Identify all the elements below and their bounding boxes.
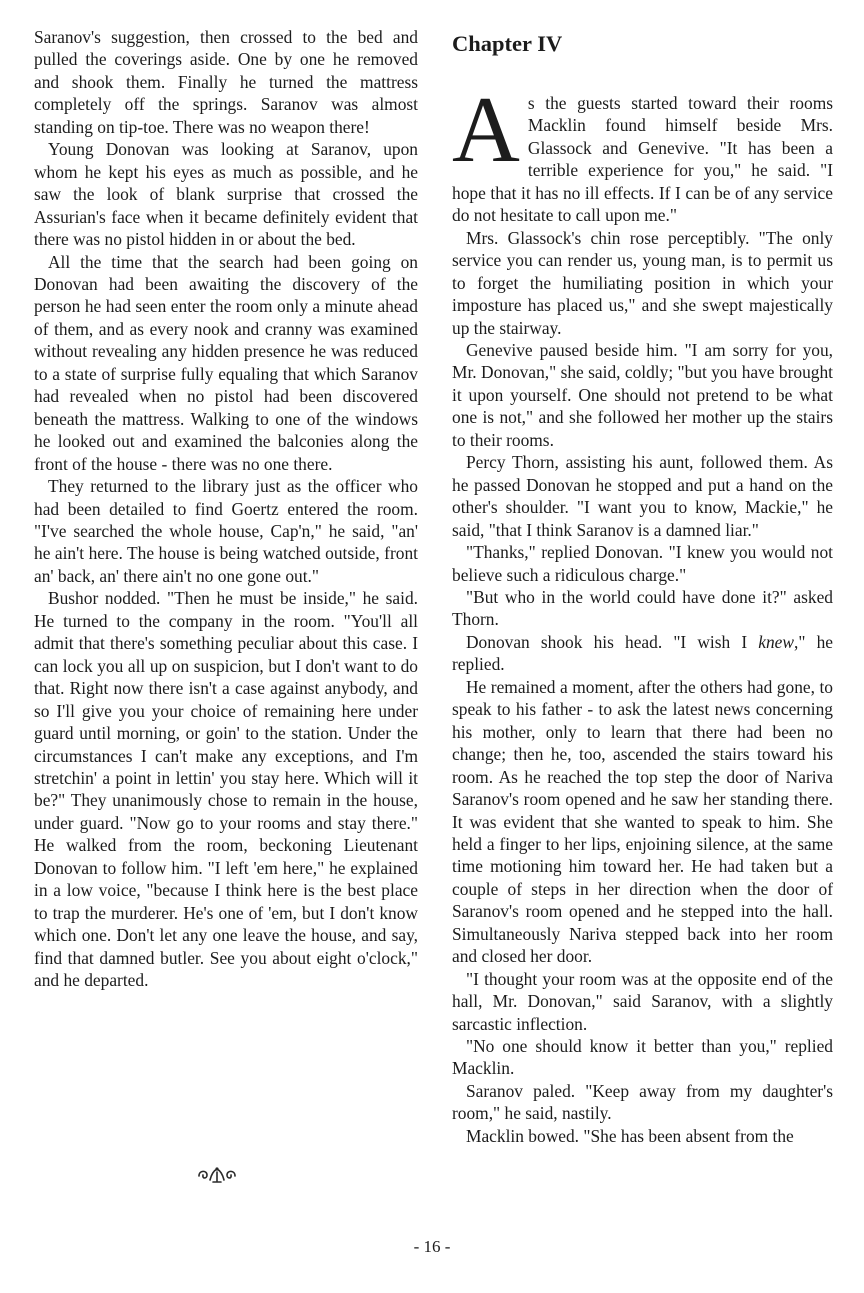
paragraph: He remained a moment, after the others had gone, to speak to his father - to ask the latest news concerning his mother, only to learn that there had been no change; then he, too, ascended the stairs toward his room. As he reached the top step the door of Nariva Saranov's room opened and he saw her standing there. It was evident that she wanted to speak to him. She held a finger to her lips, enjoining silence, at the same time motioning him toward her. He had taken but a couple of steps in her direction when the door of Saranov's room opened and he stepped into the hall. Simultaneously Nariva stepped back into her room and closed her door.	[452, 676, 833, 967]
emphasis-text: knew	[758, 631, 794, 652]
right-column	[452, 29, 833, 1147]
paragraph: "No one should know it better than you," replied Macklin.	[452, 1036, 833, 1079]
paragraph: Genevive paused beside him. "I am sorry for you, Mr. Donovan," she said, coldly; "but you have brought it upon yourself. One should not pretend to be what one is not," and she followed her mother up the stairs to their rooms.	[452, 339, 833, 450]
text-run: ," he replied.	[452, 631, 833, 675]
paragraph: They returned to the library just as the officer who had been detailed to find Goertz entered the room. "I've searched the whole house, Cap'n," he said, "an' he ain't here. The house is being watched outside, front an' back, an' there ain't no one gone out."	[34, 476, 418, 586]
paragraph: Percy Thorn, assisting his aunt, followed them. As he passed Donovan he stopped and put a hand on the other's shoulder. "I want you to know, Mackie," he said, "that I think Saranov is a damned liar."	[452, 452, 833, 540]
paragraph: "I thought your room was at the opposite end of the hall, Mr. Donovan," said Saranov, with a slightly sarcastic inflection.	[452, 968, 833, 1034]
opening-paragraph-text: s the guests started toward their rooms Macklin found himself beside Mrs. Glassock and Genevive. "It has been a terrible experience for you," he said. "I hope that it has no ill effects. If I can be of any service do not hesitate to call upon me."	[452, 93, 833, 226]
fleuron-ornament-icon	[195, 1166, 239, 1186]
paragraph: Mrs. Glassock's chin rose perceptibly. "The only service you can render us, young man, is to permit us to forget the humiliating position in which your imposture has placed us," and she swept majestically up the stairway.	[452, 227, 833, 338]
paragraph: Saranov's suggestion, then crossed to the bed and pulled the coverings aside. One by one he removed and shook them. Finally he turned the mattress completely off the springs. Saranov was almost standing on tip-toe. There was no weapon there!	[34, 27, 418, 137]
paragraph: Young Donovan was looking at Saranov, upon whom he kept his eyes as much as possible, and he saw the look of blank surprise that crossed the Assurian's face when it became definitely evident that there was no pistol hidden in or about the bed.	[34, 139, 418, 250]
paragraph: All the time that the search had been going on Donovan had been awaiting the discovery of the person he had seen enter the room only a minute ahead of them, and as every nook and cranny was examined without revealing any hidden presence he was reduced to a state of surprise fully equaling that which Saranov had revealed when no pistol had been discovered beneath the mattress. Walking to one of the windows he looked out and examined the balconies along the front of the house - there was no one there.	[34, 251, 418, 474]
paragraph	[452, 631, 833, 676]
paragraph: Bushor nodded. "Then he must be inside," he said. He turned to the company in the room. "You'll all admit that there's something peculiar about this case. I can lock you all up on suspicion, but I don't want to do that. Right now there isn't a case against anybody, and so I'll give you your choice of remaining here under guard until morning, or goin' to the station. Under the circumstances I can't make any exceptions, and I'm stretchin' a point in lettin' you stay here. Which will it be?" They unanimously chose to remain in the house, under guard. "Now go to your rooms and stay there." He walked from the room, beckoning Lieutenant Donovan to follow him. "I left 'em here," he explained in a low voice, "because I think here is the best place to trap the murderer. He's one of 'em, but I don't know which one. Don't let any one leave the house, and say, find that damned butler. See you about eight o'clock," and he departed.	[34, 588, 418, 991]
page-number: - 16 -	[413, 1237, 451, 1256]
drop-cap: A	[452, 78, 520, 182]
text-run: Donovan shook his head. "I wish I	[466, 631, 759, 652]
left-column	[34, 26, 418, 991]
chapter-title: Chapter IV	[452, 31, 563, 56]
paragraph: "But who in the world could have done it?" asked Thorn.	[452, 586, 833, 630]
paragraph: "Thanks," replied Donovan. "I knew you would not believe such a ridiculous charge."	[452, 542, 833, 585]
paragraph: Macklin bowed. "She has been absent from the	[466, 1125, 794, 1146]
paragraph: Saranov paled. "Keep away from my daughter's room," he said, nastily.	[452, 1080, 833, 1124]
opening-paragraph	[452, 78, 833, 227]
